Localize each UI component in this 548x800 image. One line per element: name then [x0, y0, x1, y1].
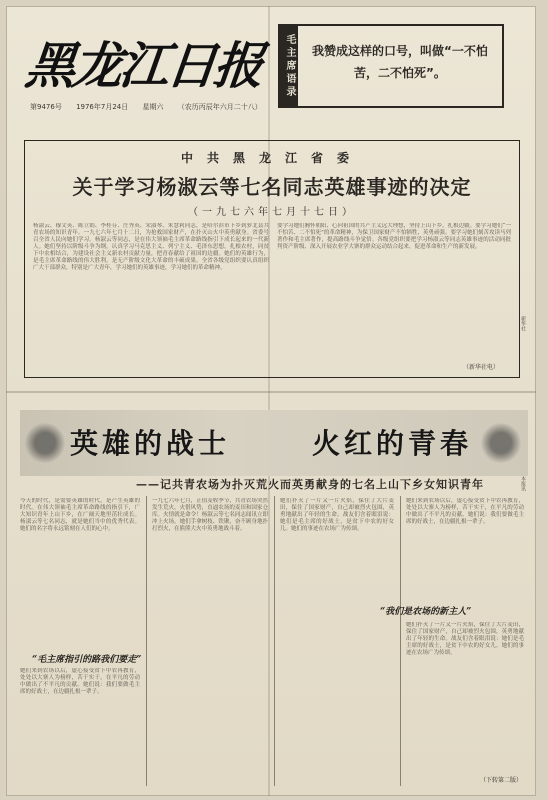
- pine-branch-icon: [478, 418, 524, 468]
- feature-subtitle: ——记共青农场为扑灭荒火而英勇献身的七名上山下乡女知识青年: [136, 478, 484, 491]
- newspaper-page: [6, 6, 536, 796]
- decision-date: （一九七六年七月十七日）: [188, 207, 356, 218]
- feature-column-1b: 她们来到农场以后，虚心接受贫下中农再教育，处处以大寨人为榜样，苦干实干，在平凡的劳动中做出了不平凡的贡献。她们说：我们要做毛主席的好战士，在边疆扎根一辈子。: [20, 668, 140, 695]
- feature-column-2: 一九七六年七月，正值麦收季节，共青农场突然发生荒火，火借风势，直逼农场的麦田和国家仓库。火情就是命令！杨淑云等七名同志闻讯立即冲上火场。她们手拿树枝、铁锹，奋不顾身地扑打烈火，在熊熊大火中英勇地战斗着。: [152, 498, 268, 532]
- issue-weekday: 星期六: [142, 103, 164, 111]
- feature-column-4b: 她们扑灭了一片又一片火焰，保住了大片麦田，保住了国家财产，自己却被烈火包围，英勇地献出了年轻的生命。战友们含着眼泪说：她们是毛主席的好战士，是贫下中农的好女儿。她们的事迹在农场广为传颂。: [406, 622, 524, 656]
- feature-inset-heading-right: “我们是农场的新主人”: [380, 607, 472, 617]
- masthead: [20, 18, 270, 118]
- feature-column-4: 她们来到农场以后，虚心接受贫下中农再教育，处处以大寨人为榜样，苦干实干，在平凡的劳动中做出了不平凡的贡献。她们说：我们要做毛主席的好战士，在边疆扎根一辈子。: [406, 498, 524, 525]
- issue-line: [30, 102, 274, 112]
- column-divider: [274, 496, 275, 786]
- issue-number: 第9476号: [30, 103, 62, 111]
- decision-body-left: 杨淑云、穆文英、陈立娟、李桂芬、庄秀英、宋淑琴、朱慧莉同志，是哈尔滨市下乡到萝北县共青农场的知识青年。一九七六年七月十二日，为抢救国家财产，在扑灭山火中英勇献身。省委号召全省人民向她们学习。杨淑云等同志，是在伟大领袖毛主席革命路线指引下成长起来的一代新人。她们坚持以阶级斗争为纲，认真学习马克思主义、列宁主义、毛泽东思想，扎根农村，同贫下中农相结合，为建设社会主义新农村贡献力量，把青春献给了祖国的边疆。她们的英雄行为，是毛主席革命路线的伟大胜利，是无产阶级文化大革命的丰硕成果。全省各级党组织要认真组织广大干部群众，特别是广大青年，学习她们的英雄事迹，学习她们的革命精神。: [33, 223, 269, 271]
- quotation-box: [278, 24, 504, 108]
- fold-line: [268, 6, 270, 796]
- feature-title-right: 火红的青春: [312, 427, 473, 460]
- column-divider: [400, 496, 401, 786]
- column-divider: [146, 496, 147, 786]
- quotation-text: 我赞成这样的口号，叫做“一不怕苦，二不怕死”。: [312, 44, 488, 80]
- feature-column-1: 今天的时代，是需要英雄的时代，是产生英雄的时代。在伟大领袖毛主席革命路线的指引下，广大知识青年上山下乡，在广阔天地里茁壮成长。杨淑云等七名同志，就是她们当中的优秀代表。她们的名字将永远铭刻在人们的心中。: [20, 498, 140, 532]
- quotation-label: 毛主席语录: [280, 26, 298, 106]
- issue-extra: （农历丙辰年六月二十八）: [177, 103, 262, 111]
- feature-title-left: 英雄的战士: [70, 427, 231, 460]
- decision-article: [24, 140, 520, 378]
- decision-org: 中共黑龙江省委: [180, 151, 363, 165]
- feature-column-3: 她们扑灭了一片又一片火焰，保住了大片麦田，保住了国家财产，自己却被烈火包围，英勇地献出了年轻的生命。战友们含着眼泪说：她们是毛主席的好战士，是贫下中农的好女儿。她们的事迹在农场广为传颂。: [280, 498, 394, 532]
- continued-note: （下转第二版）: [479, 777, 522, 784]
- decision-headline: 关于学习杨淑云等七名同志英雄事迹的决定: [72, 175, 472, 199]
- issue-date: 1976年7月24日: [76, 103, 129, 111]
- edge-note: 本报讯: [520, 476, 526, 491]
- edge-note: 新华社: [520, 316, 526, 331]
- fold-line: [6, 391, 536, 393]
- feature-inset-heading: “毛主席指引的路我们要走”: [32, 655, 142, 665]
- feature-banner: [20, 410, 528, 476]
- pine-branch-icon: [22, 418, 68, 468]
- decision-body-right: 要学习她们胸怀朝阳、心向祖国的共产主义远大理想，坚持上山下乡，扎根边疆。要学习她们“一不怕苦、二不怕死”的革命精神，为保卫国家财产不怕牺牲，英勇顽强。要学习她们刻苦攻读马列著作和毛主席著作，提高路线斗争觉悟。各级党组织要把学习杨淑云等同志英雄事迹的活动同批判资产阶级、深入开展农业学大寨的群众运动结合起来，促进革命和生产的新发展。: [277, 223, 511, 250]
- newspaper-title: 黑龙江日报: [22, 36, 264, 95]
- decision-sign: （新华社电）: [462, 364, 499, 371]
